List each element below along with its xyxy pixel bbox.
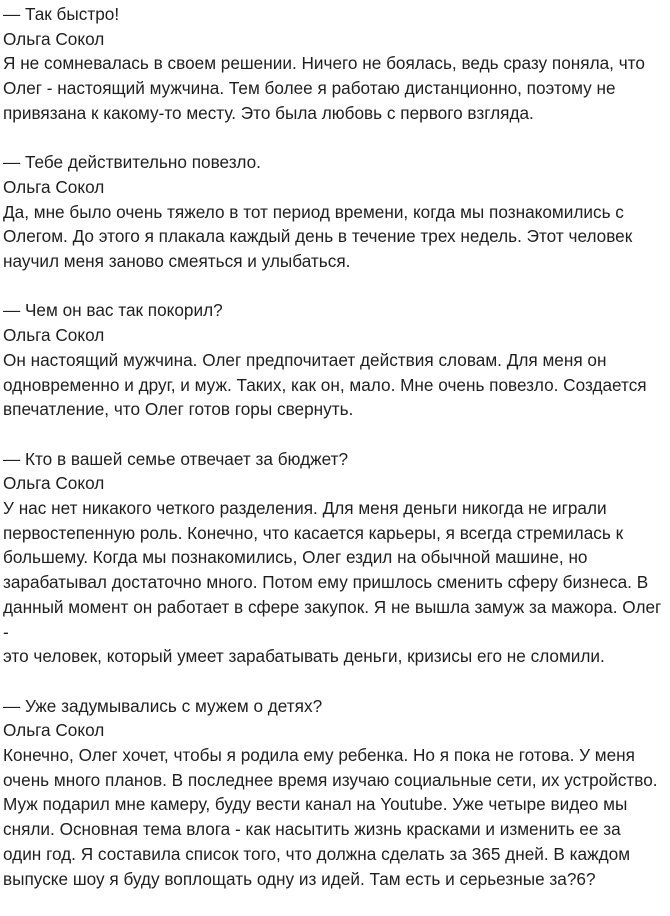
answer-line: зарабатывал достаточно много. Потом ему пришлось сменить сферу бизнеса. В (3, 572, 649, 593)
interviewer-question: — Тебе действительно повезло. (3, 152, 261, 173)
interviewer-question: — Уже задумывались с мужем о детях? (3, 695, 323, 716)
answer-line: сняли. Основная тема влога - как насытить жизнь красками и изменить ее за (3, 819, 621, 840)
answer-line: Олегом. До этого я плакала каждый день в течение трех недель. Этот человек (3, 226, 633, 247)
qa-block (3, 150, 667, 274)
interviewer-question: — Так быстро! (3, 4, 120, 24)
answer-line: Я не сомневалась в своем решении. Ничего не боялась, ведь сразу поняла, что (3, 53, 645, 74)
qa-block (3, 694, 667, 892)
answer-line: одновременно и друг, и муж. Таких, как он, мало. Мне очень повезло. Создается (3, 374, 647, 395)
answer-line: первостепенную роль. Конечно, что касается карьеры, я всегда стремилась к (3, 522, 624, 543)
answer-line: данный момент он работает в сфере закупок. Я не вышла замуж за мажора. Олег - (3, 596, 667, 642)
answer-line: большему. Когда мы познакомились, Олег ездил на обычной машине, но (3, 547, 588, 568)
interviewer-question: — Чем он вас так покорил? (3, 300, 223, 321)
interviewer-question: — Кто в вашей семье отвечает за бюджет? (3, 448, 349, 469)
qa-block (3, 2, 667, 126)
qa-block (3, 447, 667, 669)
answer-line: У нас нет никакого четкого разделения. Для меня деньги никогда не играли (3, 498, 607, 519)
answer-line: впечатление, что Олег готов горы свернуть. (3, 399, 354, 420)
speaker-name: Ольга Сокол (3, 473, 105, 494)
speaker-name: Ольга Сокол (3, 325, 105, 346)
qa-block (3, 298, 667, 422)
answer-line: привязана к какому-то месту. Это была любовь с первого взгляда. (3, 102, 534, 123)
answer-line: это человек, который умеет зарабатывать деньги, кризисы его не сломили. (3, 646, 605, 667)
speaker-name: Ольга Сокол (3, 28, 105, 49)
speaker-name: Ольга Сокол (3, 720, 105, 741)
answer-line: очень много планов. В последнее время изучаю социальные сети, их устройство. (3, 769, 658, 790)
interview-article (3, 2, 667, 916)
answer-line: Муж подарил мне камеру, буду вести канал на Youtube. Уже четыре видео мы (3, 794, 628, 815)
answer-line: Да, мне было очень тяжело в тот период времени, когда мы познакомились с (3, 201, 624, 222)
answer-line: выпуске шоу я буду воплощать одну из идей. Там есть и серьезные за?6? (3, 868, 596, 889)
answer-line: Олег - настоящий мужчина. Тем более я работаю дистанционно, поэтому не (3, 78, 616, 99)
answer-line: Он настоящий мужчина. Олег предпочитает действия словам. Для меня он (3, 349, 607, 370)
answer-line: научил меня заново смеяться и улыбаться. (3, 251, 351, 272)
answer-line: Конечно, Олег хочет, чтобы я родила ему ребенка. Но я пока не готова. У меня (3, 745, 635, 766)
answer-line: один год. Я составила список того, что должна сделать за 365 дней. В каждом (3, 843, 631, 864)
speaker-name: Ольга Сокол (3, 176, 105, 197)
